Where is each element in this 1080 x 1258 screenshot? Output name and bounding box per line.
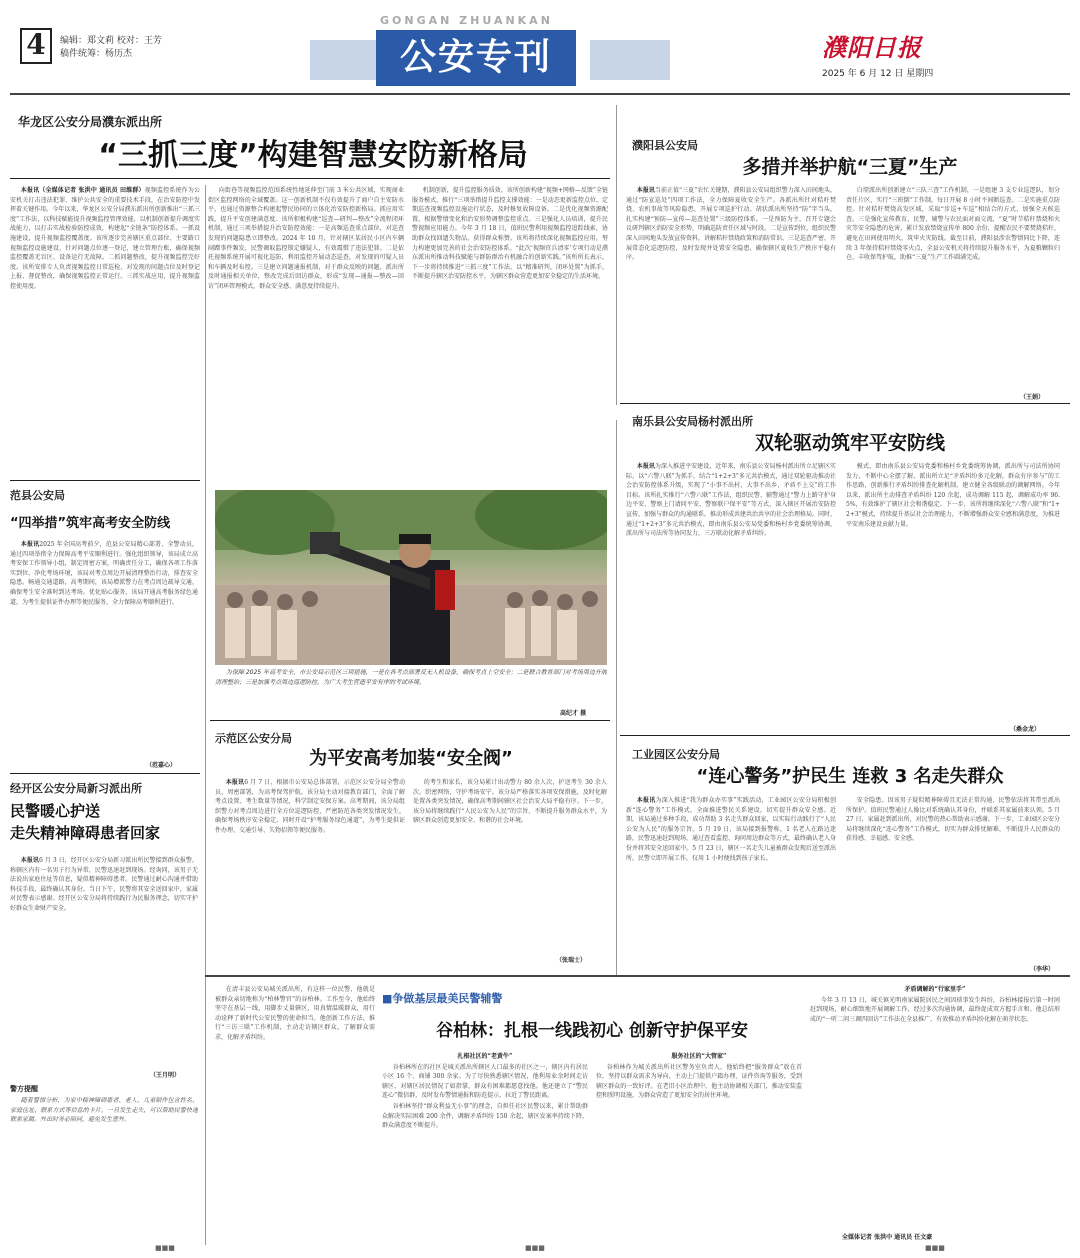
feature-body2: 谷柏林坚持“群众利益无小事”的理念，自担任社区民警以来，累计帮助群众解决实际困难 200 余件，调解矛盾纠纷 150 余起，辖区发案率持续下降，群众满意度不断提升。 <box>382 1102 588 1130</box>
nanle-col2-text: 模式，即由南乐县公安局党委和杨村乡党委统筹协调，派出所与司法所协同发力，不断中心全摆了解。派出所立足“矛盾纠纷多元化解，群众有序参与”的工作思路，创新推行矛盾纠纷排查化解机制，建立健全各级联动的调解网络。今年以来，派出所主动排查矛盾纠纷 120 余起，成功调解 115 起，调解成功率 96.5%，有效维护了辖区社会和谐稳定。下一步，该所将继续深化“六警八联”和“1+2+3”模式，持续提升基层社会治理能力，不断增强群众安全感和满意度，为推进平安南乐建设贡献力量。 <box>846 463 1060 528</box>
feature-headline: 谷柏林：扎根一线践初心 创新守护保平安 <box>436 1021 748 1041</box>
feature-left-column <box>215 985 375 1240</box>
feature-sign: 全媒体记者 张洪中 通讯员 任文豪 <box>842 1234 933 1241</box>
section-pinyin: GONGAN ZHUANKAN <box>380 14 553 27</box>
lead-col1-text: 视频监控系统作为公安机关打击违法犯罪、维护公共安全的重要技术手段，在治安防控中发挥着关键作用。今年以来，华龙区公安分局濮东派出所创新推出“三抓三度”工作法，以科技赋能提升视频监控管理效能，以机制创新提升调度实战能力，以打击实战检验防控成效，构建起“全链条”防控体系。一抓设施建设，提升视频监控覆盖度。该所逐步完善辖区重点部位、主要路口视频监控设施建设，针对问题点位逐一登记，建立管理台账，确保视频监控覆盖无盲区、设备运行无故障。二抓问题整改，提升视频监控完好度。该所安排专人负责视频监控日常巡检，对发现的问题点位及时登记上报、督促整改，确保视频监控正常运行。三抓实战应用，提升视频监控使用度。 <box>10 187 200 290</box>
gongye-col2-text: 安全隐患。因该男子疑似精神障碍且无法正常沟通，民警依法将其带至派出所保护。值班民警通过人像比对系统确认其身份，并联系其家属前来认领。5 月 27 日，家属赶到派出所，对民警的热心帮助表示感谢。下一步，工业园区公安分局将继续深化“连心警务”工作模式，切实为群众排忧解难，不断提升人民群众的获得感、幸福感、安全感。 <box>846 797 1060 843</box>
feature-column-2 <box>382 1052 588 1242</box>
feature-sub1: 扎根社区的“老黄牛” <box>457 1053 513 1060</box>
nanle-dept: 南乐县公安局杨村派出所 <box>632 415 753 428</box>
feature-sub2: 服务社区的“大管家” <box>671 1053 727 1060</box>
lead-column-2 <box>208 186 404 476</box>
footer-marker-right: ■■■ <box>925 1244 945 1252</box>
fan-headline: “四举措”筑牢高考安全防线 <box>10 516 171 531</box>
nanle-col1-text: 为深入推进平安建设，近年来，南乐县公安局杨村派出所立足辖区实际，以“六警八联”为抓手，结合“1+2+3”多元共治模式，通过双轮驱动推动社会治安防控体系升级，实现了“小事不出村，大事不出乡，矛盾不上交”的工作目标。该所扎实推行“六警六联”工作法，组织民警、辅警通过“警力上路守护身边平安、警察上门请问平安、警察联户保平安”等方式，深入辖区开展治安防控宣传，加强与群众的沟通联系，推动形成共建共治共享的社会治理格局。同时，通过“1+2+3”多元共治模式，即由南乐县公安局党委和杨村乡党委统筹协调，派出所与司法所等协同发力，三方联动化解矛盾纠纷。 <box>626 463 836 538</box>
feature-body1: 谷柏林所在的社区是城关派出所辖区人口最多的社区之一，辖区内有居民小区 16 个、商铺 300 余家。为了尽快熟悉辖区情况，他利用业余时间走访辖区，对辖区居民情况了如指掌，群众有困难都愿意找他。他还建立了“警民连心”微信群，及时发布警情通报和防范提示，拉近了警民距离。 <box>382 1063 588 1100</box>
fan-body-text: 2025 年全国高考前夕，范县公安局精心部署，全警动员，通过四项举措全力保障高考平安顺利进行。强化组织领导，该局成立高考安保工作领导小组，制定周密方案，明确责任分工，确保各项工作落实到位。净化考场环境，该局对考点周边开展清理整治行动，排查安全隐患。畅通交通道路，高考期间，该局增派警力在考点周边疏导交通，确保考生安全准时到达考场。优化贴心服务，该局开通高考服务绿色通道，为考生提供证件办理等便民服务，全力保障高考顺利进行。 <box>10 541 198 606</box>
jingkai-dept: 经开区公安分局新习派出所 <box>10 782 142 795</box>
shifan-column-2 <box>413 778 607 953</box>
puyang-byline: 本报讯 <box>636 187 655 194</box>
fan-top-rule <box>10 480 200 481</box>
fan-dept: 范县公安局 <box>10 489 65 502</box>
puyang-headline: 多措并举护航“三夏”生产 <box>742 156 958 178</box>
photo-caption <box>215 668 607 718</box>
puyang-column-1 <box>626 186 836 396</box>
editor-line: 编辑：郑文莉 校对：王芳 <box>60 36 162 46</box>
lead-column-1 <box>10 186 200 476</box>
gongye-col1-text: 为深入推进“我为群众办实事”实践活动，工业园区公安分局积极创新“连心警务”工作模式，全面推进警民关系建设，切实提升群众安全感。近期，该局通过多种手段，成功帮助 3 名走失群众回家，以实际行动践行了“人民公安为人民”的服务宗旨。5 月 19 日，该局接到报警称，1 名老人在路边迷路，民警迅速赶到现场，通过查看监控、询问周边群众等方式，最终确认老人身份并将其安全送回家中。5 月 23 日，辖区一名走失儿童被群众发现后送至派出所，民警立即开展工作，仅用 1 小时便找到孩子家长。 <box>626 797 836 862</box>
masthead-rule <box>10 93 1070 95</box>
lead-rule <box>10 178 610 179</box>
jingkai-sign: （王月明） <box>150 1072 181 1079</box>
gongye-sign: （李华） <box>1030 966 1055 973</box>
issue-date: 2025 年 6 月 12 日 星期四 <box>822 69 934 79</box>
puyang-bottom-rule <box>620 403 1070 404</box>
feature-left-text: 在清丰县公安局城关派出所，有这样一位民警，他就是被群众亲切地称为“柏林警官”的谷柏林。工作至今，他始终坚守在基层一线，用脚步丈量辖区，用真情温暖群众，用行动诠释了新时代公安民警的使命担当。他创新工作方法，推行“三访三联”工作机制，主动走访辖区群众，了解群众需求，化解矛盾纠纷。 <box>215 986 375 1041</box>
jingkai-headline: 民警暖心护送 走失精神障碍患者回家 <box>10 802 161 842</box>
nanle-column-2 <box>846 462 1060 722</box>
jingkai-tip-title: 警方提醒 <box>10 1085 38 1093</box>
puyang-column-2 <box>846 186 1060 391</box>
shifan-byline: 本报讯 <box>225 779 245 786</box>
gongye-column-2 <box>846 796 1060 966</box>
photo-credit: 高纪才 摄 <box>560 710 587 717</box>
jingkai-tip <box>10 1096 198 1236</box>
news-photo <box>215 490 607 665</box>
puyang-sign: （王娟） <box>1020 394 1045 401</box>
lead-dept: 华龙区公安分局濮东派出所 <box>18 115 163 129</box>
photo-bottom-rule <box>210 720 610 721</box>
lead-col3-text: 机制创新，提升监控服务质效。该所创新构建“视频+网格—反馈”全链服务模式，推行“三项举措提升监控支撑效能：一是动态更新监控点位，定期巡查视频监控设施运行状态，及时修复故障设备。二是优化视频资源配置，根据警情变化和治安形势调整监控重点。三是强化人员培训，提升民警视频应用能力。今年 3 月 18 日，值班民警利用视频监控追踪线索，协助群众找回遗失物品，获得群众称赞。该所将持续深化视频监控应用，努力构建更加完善的社会治安防控体系。“此次‘视频官兵清零’专项行动是濮东派出所推动科技赋能与群防群治有机融合的创新实践。”该所所长表示，下一步将持续推进“三抓三度”工作法，以“精准研判、闭环处置”为抓手，不断提升辖区治安防控水平，为辖区群众营造更加安全稳定的生活环境。 <box>412 187 608 281</box>
nanle-sign: （桑金龙） <box>1010 726 1041 733</box>
shifan-sign: （张瑞士） <box>556 957 587 964</box>
left-divider <box>205 185 206 1245</box>
jingkai-tip-text: 随着警情分析，为家中精神障碍患者、老人、儿童制作包含姓名、家庭住址、联系方式等信息的卡片，一旦发生走失，可以帮助民警快速联系家属。外出时务必陪同，避免发生意外。 <box>10 1097 198 1124</box>
section-title: 公安专刊 <box>399 37 552 78</box>
fan-bottom-rule <box>10 773 200 774</box>
shifan-column-1 <box>215 778 405 963</box>
lead-col2-text: 向街巷等视频监控范围系统性地延伸至门前 3 米公共区域，实现商业街区监控网络的全域覆盖。这一创新机制不仅有效提升了商户自主安防水平，也通过资源整合构建起警民协同的立体化治安防控新格局。抓应用实践，提升平安创建满意度。该所积极构建“巡查—研判—整改”全流程闭环机制，通过三项举措提升治安防控效能：一是高频巡查重点部位，对巡查发现的问题隐患立即整改。2024 年 10 月，针对辖区某居民小区内车辆剐蹭事件频发，民警调取监控锁定嫌疑人，有效震慑了违法犯罪。二是依托视频系统开展可视化巡防，利用监控开展动态巡查，对发现的可疑人员和车辆及时布控。三是建立问题通报机制，对于群众反映的问题，派出所及时通报相关单位，整改完成后回访群众，形成“发现—通报—整改—回访”闭环管理模式，群众安全感、满意度持续提升。 <box>208 187 404 290</box>
footer-marker-left: ■■■ <box>155 1244 175 1252</box>
photo-caption-text: 为保障 2025 年高考安全，市公安局示范区三项措施，一是在各考点部署反无人机设备，确保考点上空安全；二是联合教育部门对考场周边开展清理整治；三是加强考点周边巡逻防控，为广大考生营造平安有序的考试环境。 <box>215 669 607 686</box>
feature-top-rule <box>205 975 1070 977</box>
gongye-column-1 <box>626 796 836 971</box>
lead-column-3 <box>412 186 608 476</box>
footer-marker-mid: ■■■ <box>525 1244 545 1252</box>
nanle-headline: 双轮驱动筑牢平安防线 <box>754 432 945 454</box>
section-title-band-right <box>590 40 670 80</box>
jingkai-body-text: 6 月 3 日，经开区公安分局新习派出所民警接到群众报警，称辖区内有一名男子行为异常，民警迅速赶到现场。经询问，该男子无法说出家庭住址等信息，疑似精神障碍患者。民警通过耐心沟通并借助科技手段，最终确认其身份。当日下午，民警将其安全送回家中，家属对民警表示感谢。经开区公安分局将持续践行为民服务理念，切实守护好群众生命财产安全。 <box>10 857 198 912</box>
puyang-col1-text: 当前正值“三夏”农忙关键期，濮阳县公安局组织警力深入田间地头，通过“防宣巡处”四项工作法，全力保障夏收安全生产。各派出所针对秸秆焚烧、农机事故等风险隐患，开展专项巡护行动。胡状派出所坚持“防”字当头，扎实构建“预防—宣传—巡查处置”三级防控体系。一是预防为主，召开专题会议研判辖区消防安全形势，明确巡防责任区域与时段。二是宣传到位，组织民警深入田间地头发放宣传资料，讲解秸秆禁烧政策和消防常识。三是巡查严密，开展常态化巡逻防控，及时发现并处置安全隐患，确保辖区夏收生产秩序平稳有序。 <box>626 187 836 262</box>
lead-headline: “三抓三度”构建智慧安防新格局 <box>98 138 528 173</box>
fan-body <box>10 540 198 740</box>
gongye-byline: 本报讯 <box>636 797 656 804</box>
planner-line: 稿件统筹：杨历杰 <box>60 49 133 59</box>
gongye-headline: “连心警务”护民生 连救 3 名走失群众 <box>696 766 1004 787</box>
feature-column-3 <box>596 1052 802 1242</box>
feature-body3: 谷柏林作为城关派出所社区警务室负责人，他始终把“服务群众”放在首位，坚持以群众需求为导向，主动上门提供户籍办理、证件咨询等服务，受到辖区群众的一致好评。在老旧小区治理中，他主动协调相关部门，推动安装监控和照明设施，为群众营造了更加安全的居住环境。 <box>596 1063 802 1100</box>
paper-logo: 濮阳日报 <box>822 33 922 62</box>
nanle-byline: 本报讯 <box>636 463 655 470</box>
nanle-bottom-rule <box>620 735 1070 736</box>
shifan-col2-text: 的考生和家长，该分局累计出动警力 80 余人次，护送考生 30 余人次。织密网络，守护考场安宁。该分局严格落实各项安保措施，及时化解处置各类突发情况，确保高考期间辖区社会治安大局平稳有序。下一步，该分局将继续践行“人民公安为人民”的宗旨，不断提升服务群众水平，为辖区群众创造更加安全、和谐的社会环境。 <box>413 779 607 825</box>
feature-body4: 今年 3 月 13 日，城关镇光明南家属院居民之间因琐事发生纠纷，谷柏林接报后第一时间赶到现场，耐心细致地开展调解工作，经过多次沟通协调，最终促成双方握手言和。他总结形成的“一听二问三调四回访”工作法在全县推广，有效推动矛盾纠纷化解在萌芽状态。 <box>810 996 1060 1023</box>
nanle-column-1 <box>626 462 836 732</box>
jingkai-byline: 本报讯 <box>20 857 39 864</box>
feature-sub3: 矛盾调解的“行家里手” <box>904 986 966 993</box>
puyang-col2-text: 白堽派出所创新建立“三队三查”工作机制，一是组建 3 支专业巡逻队，划分责任片区，实行“三班倒”工作制，每日开展 8 小时不间断巡查。二是实施重点防控。针对秸秆焚烧高发区域，采取“步巡+车巡”相结合的方式，加强全天候巡查。三是强化宣传教育，民警、辅警与农民面对面交流，“夏”时节秸秆禁烧和火灾等安全隐患的危害，累计发放禁烧宣传单 800 余份，提醒农民不要焚烧秸秆，避免在田间使用明火，筑牢火灾防线。截至目前，濮阳县涉农警情同比下降，连续 3 年保持秸秆禁烧零火点，全县公安机关将持续提升服务水平，为夏粮颗粒归仓、丰收保驾护航，助推“三夏”生产工作圆满完成。 <box>846 187 1060 262</box>
shifan-col1-text: 6 月 7 日，根据市公安局总体部署，示范区公安分局全警动员，周密部署，为高考保驾护航。该分局主动对接教育部门，全面了解考点设置、考生数量等情况，科学制定安保方案。高考期间，该分局组织警力对考点周边进行全方位巡逻防控，严密防范各类突发情况发生，确保考场秩序安全稳定。同时开设“护考服务绿色通道”，为考生提供证件办理、交通引导、失物招领等便民服务。 <box>215 779 405 834</box>
fan-byline: 本报讯 <box>20 541 40 548</box>
shifan-headline: 为平安高考加装“安全阀” <box>309 748 513 769</box>
middle-divider <box>616 420 617 975</box>
lead-byline: 本报讯（全媒体记者 张洪中 通讯员 田维群） <box>20 187 145 194</box>
fan-sign: （范嘉心） <box>146 762 177 769</box>
lead-divider <box>616 105 617 405</box>
feature-column-4 <box>810 985 1060 1225</box>
shifan-dept: 示范区公安分局 <box>215 732 292 745</box>
puyang-dept: 濮阳县公安局 <box>632 139 698 152</box>
feature-banner: ■争做基层最美民警辅警 <box>382 992 503 1005</box>
jingkai-body <box>10 856 198 1070</box>
page-number: 4 <box>26 28 46 61</box>
gongye-dept: 工业园区公安分局 <box>632 748 720 761</box>
